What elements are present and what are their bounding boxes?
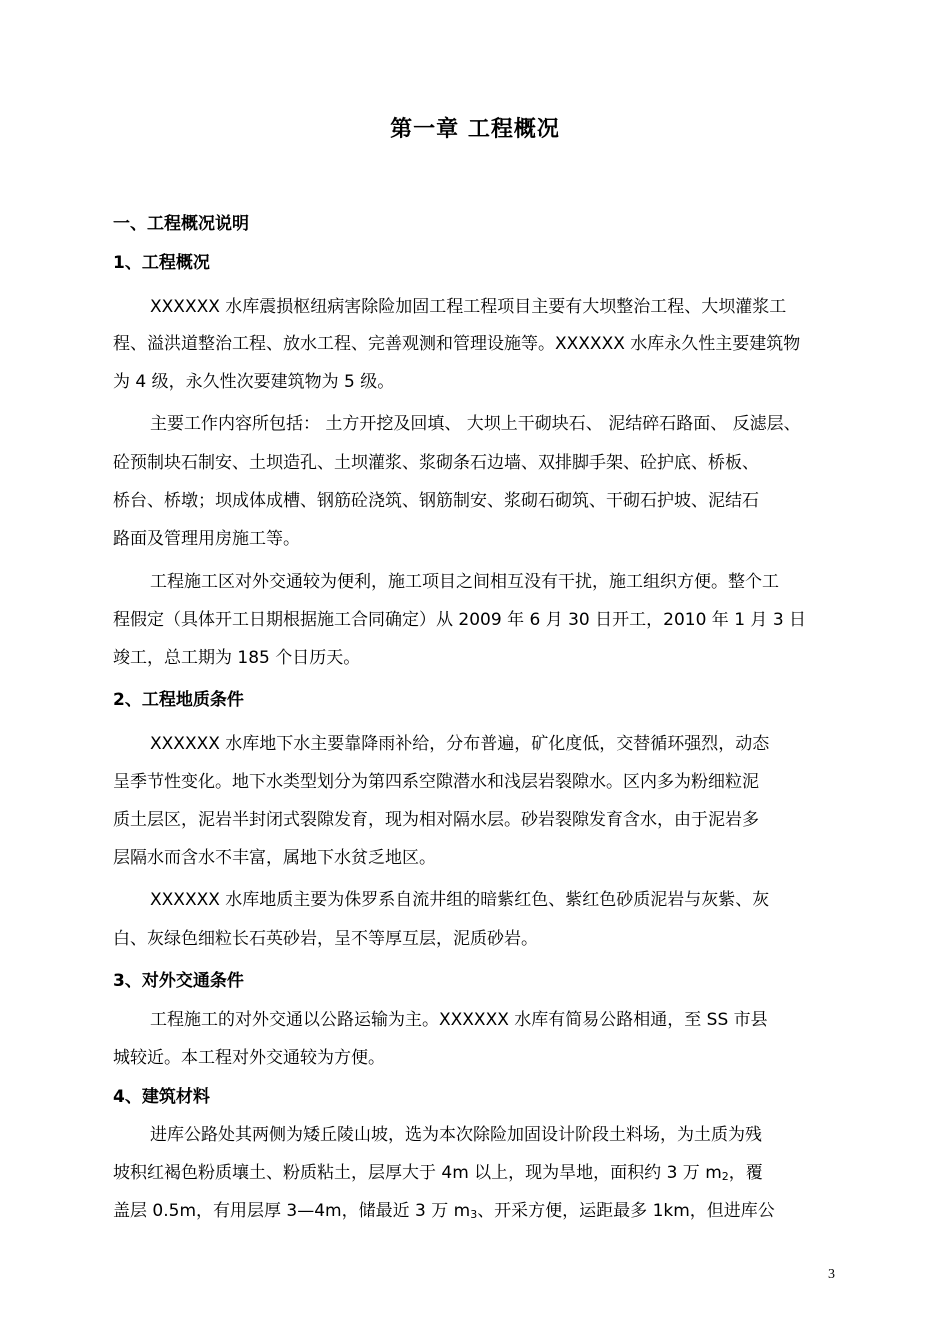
paragraph-line: 白、灰绿色细粒长石英砂岩，呈不等厚互层，泥质砂岩。 bbox=[113, 929, 538, 949]
volume-unit-subscript: 3 bbox=[470, 1208, 478, 1221]
paragraph-line bbox=[113, 1158, 763, 1183]
paragraph-line bbox=[113, 1196, 775, 1221]
paragraph-line: 工程施工的对外交通以公路运输为主。XXXXXX 水库有简易公路相通，至 SS 市县 bbox=[150, 1010, 768, 1030]
paragraph-line: 工程施工区对外交通较为便利，施工项目之间相互没有干扰，施工组织方便。整个工 bbox=[150, 572, 779, 592]
paragraph-line: 为 4 级，永久性次要建筑物为 5 级。 bbox=[113, 372, 395, 392]
section-heading-overview: 一、工程概况说明 bbox=[113, 214, 249, 234]
paragraph-line: 程、溢洪道整治工程、放水工程、完善观测和管理设施等。XXXXXX 水库永久性主要建筑物 bbox=[113, 334, 801, 354]
chapter-title: 第一章 工程概况 bbox=[390, 117, 560, 142]
page-number: 3 bbox=[828, 1267, 835, 1282]
paragraph-line: 呈季节性变化。地下水类型划分为第四系空隙潜水和浅层岩裂隙水。区内多为粉细粒泥 bbox=[113, 772, 759, 792]
paragraph-line: XXXXXX 水库地质主要为侏罗系自流井组的暗紫红色、紫红色砂质泥岩与灰紫、灰 bbox=[150, 890, 770, 910]
paragraph-line: 质土层区，泥岩半封闭式裂隙发育，现为相对隔水层。砂岩裂隙发育含水，由于泥岩多 bbox=[113, 810, 759, 830]
paragraph-line: 进库公路处其两侧为矮丘陵山坡，选为本次除险加固设计阶段土料场，为土质为残 bbox=[150, 1125, 762, 1145]
subsection-heading-geology: 2、工程地质条件 bbox=[113, 690, 244, 710]
paragraph-line: XXXXXX 水库地下水主要靠降雨补给，分布普遍，矿化度低，交替循环强烈，动态 bbox=[150, 734, 770, 754]
paragraph-line: 桥台、桥墩；坝成体成槽、钢筋砼浇筑、钢筋制安、浆砌石砌筑、干砌石护坡、泥结石 bbox=[113, 491, 759, 511]
paragraph-text: ，覆 bbox=[728, 1163, 763, 1183]
paragraph-line: 竣工，总工期为 185 个日历天。 bbox=[113, 648, 361, 668]
paragraph-line: XXXXXX 水库震损枢纽病害除险加固工程工程项目主要有大坝整治工程、大坝灌浆工 bbox=[150, 297, 787, 317]
paragraph-line: 层隔水而含水不丰富，属地下水贫乏地区。 bbox=[113, 848, 436, 868]
subsection-heading-project-overview: 1、工程概况 bbox=[113, 253, 210, 273]
subsection-heading-materials: 4、建筑材料 bbox=[113, 1087, 210, 1107]
paragraph-line: 程假定（具体开工日期根据施工合同确定）从 2009 年 6 月 30 日开工，2010 年 1 月 3 日 bbox=[113, 610, 807, 630]
area-unit-subscript: 2 bbox=[721, 1170, 729, 1183]
paragraph-text: 、开采方便，运距最多 1km，但进库公 bbox=[477, 1201, 775, 1221]
paragraph-line: 主要工作内容所包括： 土方开挖及回填、 大坝上干砌块石、 泥结碎石路面、 反滤层、 bbox=[150, 414, 801, 434]
paragraph-line: 城较近。本工程对外交通较为方便。 bbox=[113, 1048, 385, 1068]
paragraph-text: 坡积红褐色粉质壤土、粉质粘土，层厚大于 4m 以上，现为旱地，面积约 3 万 m bbox=[113, 1163, 722, 1183]
subsection-heading-transport: 3、对外交通条件 bbox=[113, 971, 244, 991]
paragraph-text: 盖层 0.5m，有用层厚 3—4m，储最近 3 万 m bbox=[113, 1201, 471, 1221]
paragraph-line: 路面及管理用房施工等。 bbox=[113, 529, 300, 549]
paragraph-line: 砼预制块石制安、土坝造孔、土坝灌浆、浆砌条石边墙、双排脚手架、砼护底、桥板、 bbox=[113, 453, 759, 473]
